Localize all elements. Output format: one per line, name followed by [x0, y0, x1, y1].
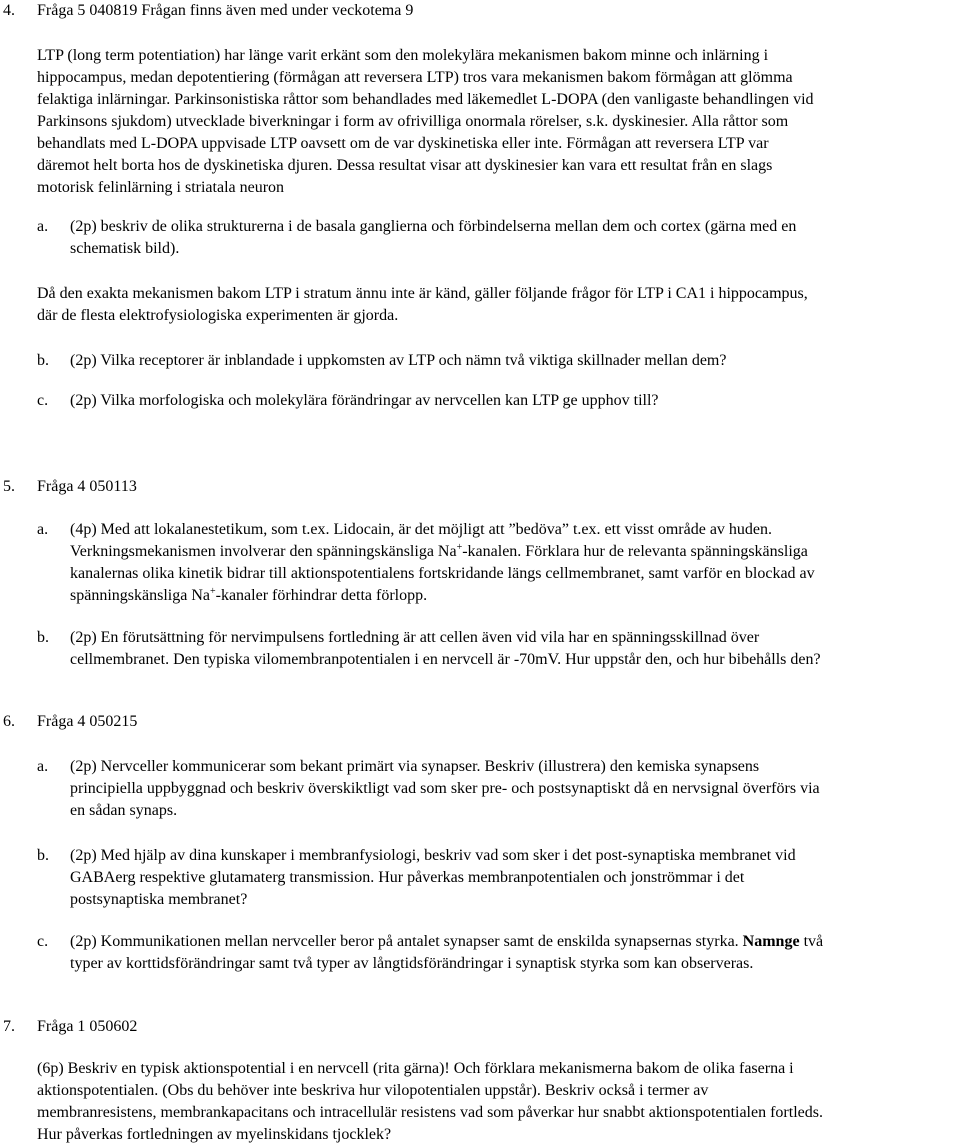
q7-body-line-4: Hur påverkas fortledningen av myelinskidans tjocklek?	[37, 1126, 392, 1143]
q4-b-label: b.	[37, 352, 49, 369]
q4-intro-line-4: Parkinsons sjukdom) utvecklade biverkningar i form av ofrivilliga onormala rörelser, s.k. dyskinesier. Alla råttor som	[37, 113, 789, 130]
q4-heading: Fråga 5 040819 Frågan finns även med under veckotema 9	[37, 2, 414, 19]
q5-a-line-1: (4p) Med att lokalanestetikum, som t.ex. Lidocain, är det möjligt att ”bedöva” t.ex. ett visst område av huden.	[70, 521, 773, 538]
q6-b-label: b.	[37, 847, 49, 864]
q6-c-line-1	[70, 931, 823, 953]
q4-intro-line-3: felaktiga inlärningar. Parkinsonistiska råttor som behandlades med läkemedlet L-DOPA (den vanligaste behandlingen vid	[37, 91, 814, 108]
q4-c-text: (2p) Vilka morfologiska och molekylära förändringar av nervcellen kan LTP ge upphov till?	[70, 392, 659, 409]
q7-heading: Fråga 1 050602	[37, 1018, 138, 1035]
q7-body-line-1: (6p) Beskriv en typisk aktionspotential i en nervcell (rita gärna)! Och förklara mekanismerna bakom de olika faserna i	[37, 1060, 794, 1077]
q4-intro-line-1: LTP (long term potentiation) har länge varit erkänt som den molekylära mekanismen bakom minne och inlärning i	[37, 47, 769, 64]
q6-a-label: a.	[37, 758, 49, 775]
q4-number: 4.	[3, 2, 15, 19]
q5-a-line-2	[70, 541, 808, 563]
q5-a-line-4-pre: spänningskänsliga Na	[70, 587, 210, 604]
q6-a-line-1: (2p) Nervceller kommunicerar som bekant primärt via synapser. Beskriv (illustrera) den kemiska synapsens	[70, 758, 760, 775]
q6-c-label: c.	[37, 933, 49, 950]
q7-heading-line	[0, 1016, 138, 1104]
q7-number: 7.	[3, 1018, 15, 1035]
q4-c-label: c.	[37, 392, 49, 409]
q6-c-line-2: typer av korttidsförändringar samt två typer av långtidsförändringar i synaptisk styrka som kan observeras.	[70, 955, 754, 972]
q5-a-line-2-sup: +	[456, 542, 463, 553]
q5-b-line-2: cellmembranet. Den typiska vilomembranpotentialen i en nervcell är -70mV. Hur uppstår den, och hur bibehålls den?	[70, 651, 821, 668]
q6-a-line-3: en sådan synaps.	[70, 802, 178, 819]
q6-c-emphasis: Namnge	[742, 933, 800, 950]
q5-a-line-2-post: -kanalen. Förklara hur de relevanta spänningskänsliga	[462, 543, 808, 560]
q5-a-label: a.	[37, 521, 49, 538]
q5-a-line-4-sup: +	[209, 586, 216, 597]
q4-a-label: a.	[37, 218, 49, 235]
q5-b-line-1: (2p) En förutsättning för nervimpulsens fortledning är att cellen även vid vila har en spänningsskillnad över	[70, 629, 760, 646]
q6-c-line-1-pre: (2p) Kommunikationen mellan nervceller beror på antalet synapser samt de enskilda synapsernas styrka.	[70, 933, 743, 950]
q4-a-line-2: schematisk bild).	[70, 240, 180, 257]
q6-b-line-1: (2p) Med hjälp av dina kunskaper i membranfysiologi, beskriv vad som sker i det post-synaptiska membranet vid	[70, 847, 796, 864]
q5-a-line-4-post: -kanaler förhindrar detta förlopp.	[215, 587, 428, 604]
q4-context-line-2: där de flesta elektrofysiologiska experimenten är gjorda.	[37, 307, 399, 324]
q4-intro-line-5: behandlats med L-DOPA uppvisade LTP oavsett om de var dyskinetiska eller inte. Förmågan att reversera LTP var	[37, 135, 769, 152]
q4-a-line-1: (2p) beskriv de olika strukturerna i de basala ganglierna och förbindelserna mellan dem och cortex (gärna med en	[70, 218, 797, 235]
q7-body-line-2: aktionspotentialen. (Obs du behöver inte beskriva hur vilopotentialen uppstår). Beskriv också i termer av	[37, 1082, 709, 1099]
q5-a-line-3: kanalernas olika kinetik bidrar till aktionspotentialens fortskridande längs cellmembranet, samt varför en blockad av	[70, 565, 815, 582]
q5-heading: Fråga 4 050113	[37, 478, 137, 495]
q6-b-line-3: postsynaptiska membranet?	[70, 891, 248, 908]
q6-a-line-2: principiella uppbyggnad och beskriv överskiktligt vad som sker pre- och postsynaptiskt då en nervsignal överförs via	[70, 780, 820, 797]
q6-c-line-1-post: två	[799, 933, 824, 950]
q4-b-text: (2p) Vilka receptorer är inblandade i uppkomsten av LTP och nämn två viktiga skillnader mellan dem?	[70, 352, 727, 369]
q5-b-label: b.	[37, 629, 49, 646]
q4-subquestion-c	[0, 390, 659, 478]
q5-number: 5.	[3, 478, 15, 495]
q6-b-line-2: GABAerg respektive glutamaterg transmission. Hur påverkas membranpotentialen och jonströmmar i det	[70, 869, 745, 886]
q6-heading: Fråga 4 050215	[37, 713, 138, 730]
q4-intro-line-6: däremot helt borta hos de dyskinetiska djuren. Dessa resultat visar att dyskinesier kan vara ett resultat från en slags	[37, 157, 773, 174]
q4-intro-line-7: motorisk felinlärning i striatala neuron	[37, 179, 285, 196]
q4-context-line-1: Då den exakta mekanismen bakom LTP i stratum ännu inte är känd, gäller följande frågor för LTP i CA1 i hippocampus,	[37, 285, 808, 302]
q4-intro-line-2: hippocampus, medan depotentiering (förmågan att reversera LTP) tros vara mekanismen bakom förmågan att glömma	[37, 69, 793, 86]
q6-number: 6.	[3, 713, 15, 730]
q7-body-line-3: membranresistens, membrankapacitans och intracellulär resistens vad som påverkar hur snabbt aktionspotentialen fortleds.	[37, 1104, 823, 1121]
q5-a-line-2-pre: Verkningsmekanismen involverar den spänningskänsliga Na	[70, 543, 457, 560]
q5-a-line-4	[70, 585, 427, 607]
